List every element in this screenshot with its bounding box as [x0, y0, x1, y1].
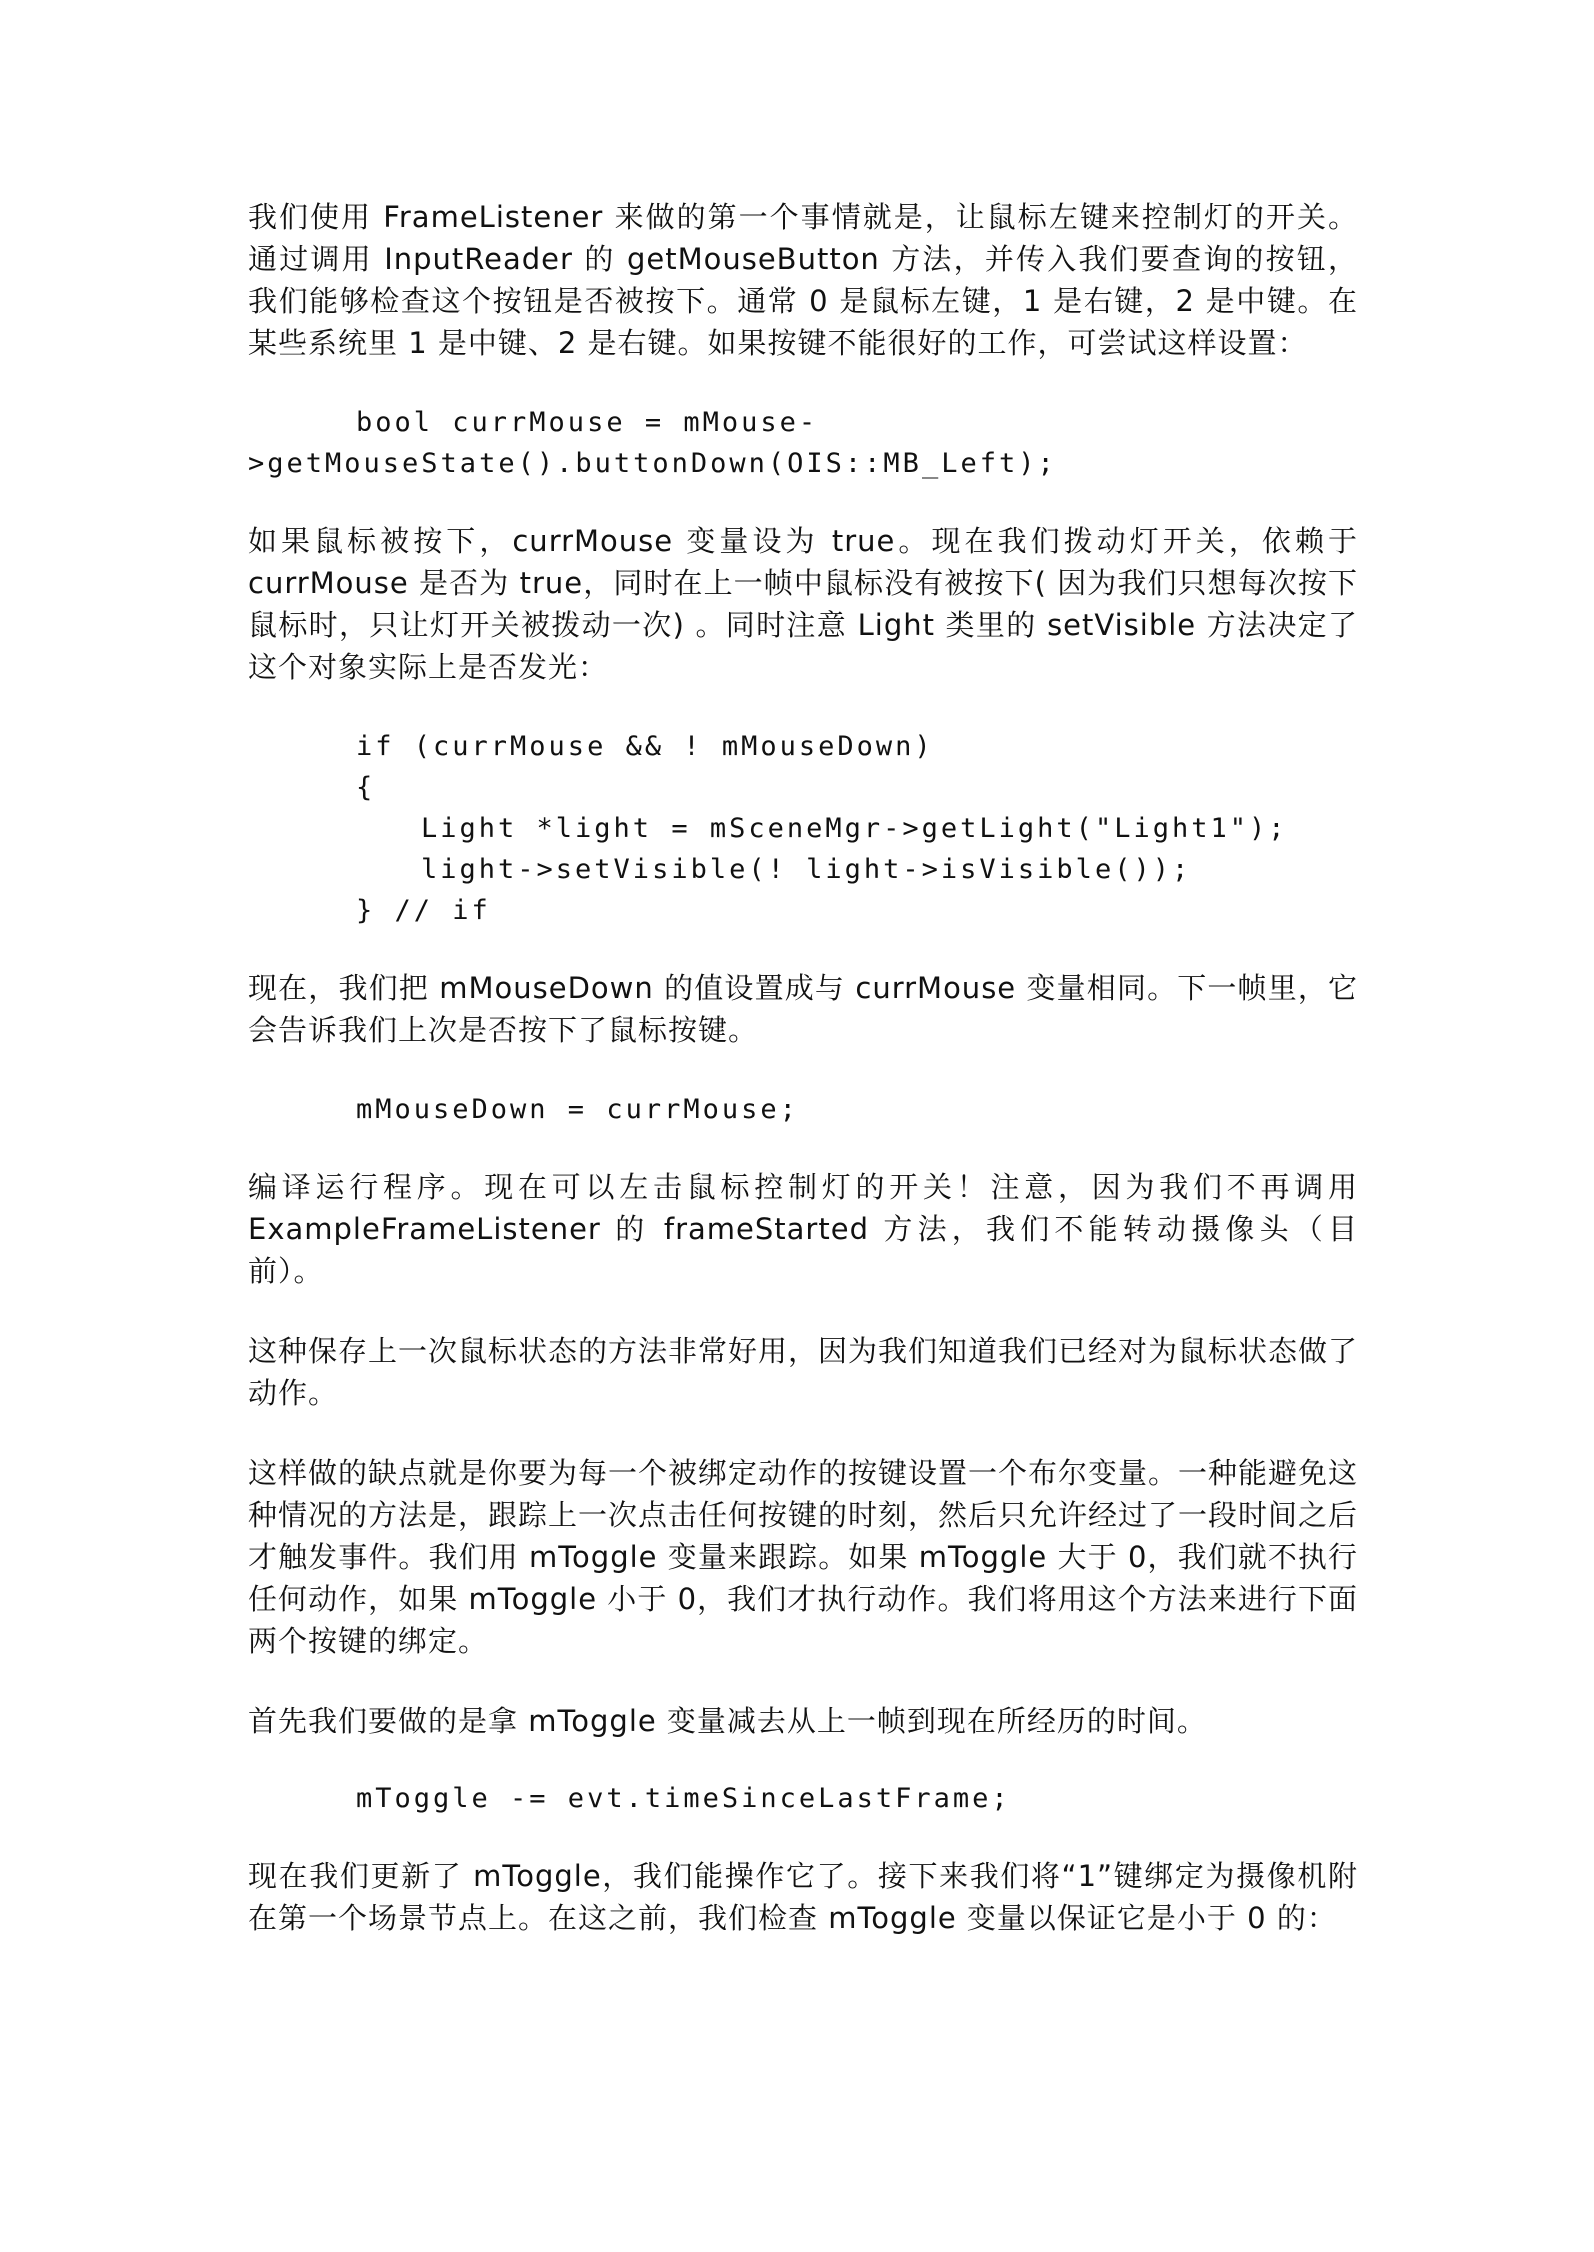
code-block-mouse-down-assign — [248, 1089, 1358, 1130]
paragraph-toggle-drawback: 这样做的缺点就是你要为每一个被绑定动作的按键设置一个布尔变量。一种能避免这种情况的方法是，跟踪上一次点击任何按键的时刻，然后只允许经过了一段时间之后才触发事件。我们用 mToggle 变量来跟踪。如果 mToggle 大于 0，我们就不执行任何动作，如果 mToggle 小于 0，我们才执行动作。我们将用这个方法来进行下面两个按键的绑定。 — [248, 1456, 1359, 1658]
paragraph-intro: 我们使用 FrameListener 来做的第一个事情就是，让鼠标左键来控制灯的开关。通过调用 InputReader 的 getMouseButton 方法，并传入我们要查询的按钮，我们能够检查这个按钮是否被按下。通常 0 是鼠标左键，1 是右键，2 是中键。在某些系统里 1 是中键、2 是右键。如果按键不能很好的工作，可尝试这样设置： — [248, 200, 1358, 360]
paragraph-mouse-down: 现在，我们把 mMouseDown 的值设置成与 currMouse 变量相同。下一帧里，它会告诉我们上次是否按下了鼠标按键。 — [248, 971, 1358, 1047]
paragraph-mouse-state-method: 这种保存上一次鼠标状态的方法非常好用，因为我们知道我们已经对为鼠标状态做了动作。 — [248, 1334, 1359, 1410]
code-line: } // if — [356, 895, 491, 926]
code-line: light->setVisible(! light->isVisible()); — [421, 854, 1192, 885]
code-block-get-mouse-state — [248, 402, 1358, 484]
document-body — [248, 196, 1358, 1977]
paragraph-light-toggle: 如果鼠标被按下，currMouse 变量设为 true。现在我们拨动灯开关，依赖于 currMouse 是否为 true，同时在上一帧中鼠标没有被按下( 因为我们只想每次按下鼠标时，只让灯开关被拨动一次) 。同时注意 Light 类里的 setVisible 方法决定了这个对象实际上是否发光： — [248, 524, 1358, 684]
paragraph-camera-binding: 现在我们更新了 mToggle，我们能操作它了。接下来我们将“1”键绑定为摄像机附在第一个场景节点上。在这之前，我们检查 mToggle 变量以保证它是小于 0 的： — [248, 1859, 1358, 1935]
code-line: if (currMouse && ! mMouseDown) — [356, 731, 934, 762]
code-line: >getMouseState().buttonDown(OIS::MB_Left); — [248, 448, 1057, 479]
code-block-light-toggle — [248, 726, 1358, 931]
code-line: mToggle -= evt.timeSinceLastFrame; — [356, 1783, 1011, 1814]
code-line: mMouseDown = currMouse; — [356, 1094, 799, 1125]
code-line: bool currMouse = mMouse- — [356, 407, 819, 438]
paragraph-compile-run: 编译运行程序。现在可以左击鼠标控制灯的开关！注意，因为我们不再调用 ExampleFrameListener 的 frameStarted 方法，我们不能转动摄像头（目前）。 — [248, 1170, 1358, 1288]
code-line: { — [356, 772, 376, 803]
code-block-toggle-decrement — [248, 1778, 1358, 1819]
code-line: Light *light = mSceneMgr->getLight("Light1"); — [421, 813, 1288, 844]
paragraph-subtract-time: 首先我们要做的是拿 mToggle 变量减去从上一帧到现在所经历的时间。 — [248, 1704, 1207, 1738]
